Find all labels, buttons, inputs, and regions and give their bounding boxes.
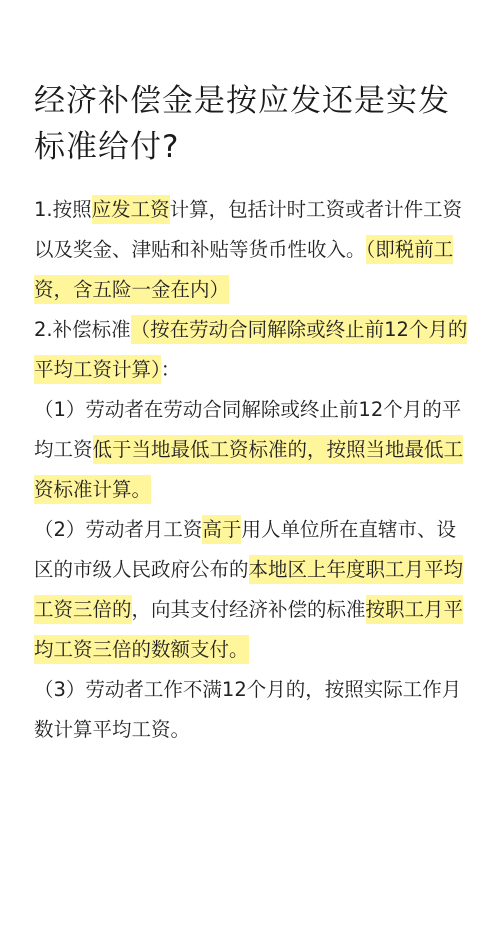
paragraph-3	[34, 390, 474, 510]
highlighted-text: （按在劳动合同解除或终止前12个月的平均工资计算）	[34, 315, 467, 384]
paragraph-4	[34, 510, 474, 670]
paragraph-text: ：	[160, 358, 181, 381]
paragraph-text: （2）劳动者月工资	[34, 518, 203, 541]
paragraph-text: 用人单位所在直辖市、设区的市级人民政府公布的	[34, 518, 456, 581]
highlighted-text: 高于	[202, 515, 241, 544]
paragraph-text: （3）劳动者工作不满12个月的，按照实际工作月数计算平均工资。	[34, 678, 462, 741]
article-body	[34, 190, 474, 750]
paragraph-text: （1）劳动者在劳动合同解除或终止前12个月的平均工资	[34, 398, 462, 461]
paragraph-1	[34, 190, 474, 310]
paragraph-text: ，向其支付经济补偿的标准	[131, 598, 366, 621]
paragraph-5	[34, 670, 474, 750]
paragraph-text: 1.按照	[34, 198, 92, 221]
highlighted-text: 低于当地最低工资标准的，按照当地最低工资标准计算。	[34, 435, 463, 504]
paragraph-text: 2.补偿标准	[34, 318, 131, 341]
highlighted-text: （即税前工资，含五险一金在内）	[34, 235, 453, 304]
article-title: 经济补偿金是按应发还是实发标准给付?	[34, 83, 450, 165]
highlighted-text: 本地区上年度职工月平均工资三倍的	[34, 555, 463, 624]
highlighted-text: 按职工月平均工资三倍的数额支付。	[34, 595, 463, 664]
paragraph-2	[34, 310, 474, 390]
paragraph-text: 计算，包括计时工资或者计件工资以及奖金、津贴和补贴等货币性收入。	[34, 198, 463, 261]
highlighted-text: 应发工资	[92, 195, 170, 224]
